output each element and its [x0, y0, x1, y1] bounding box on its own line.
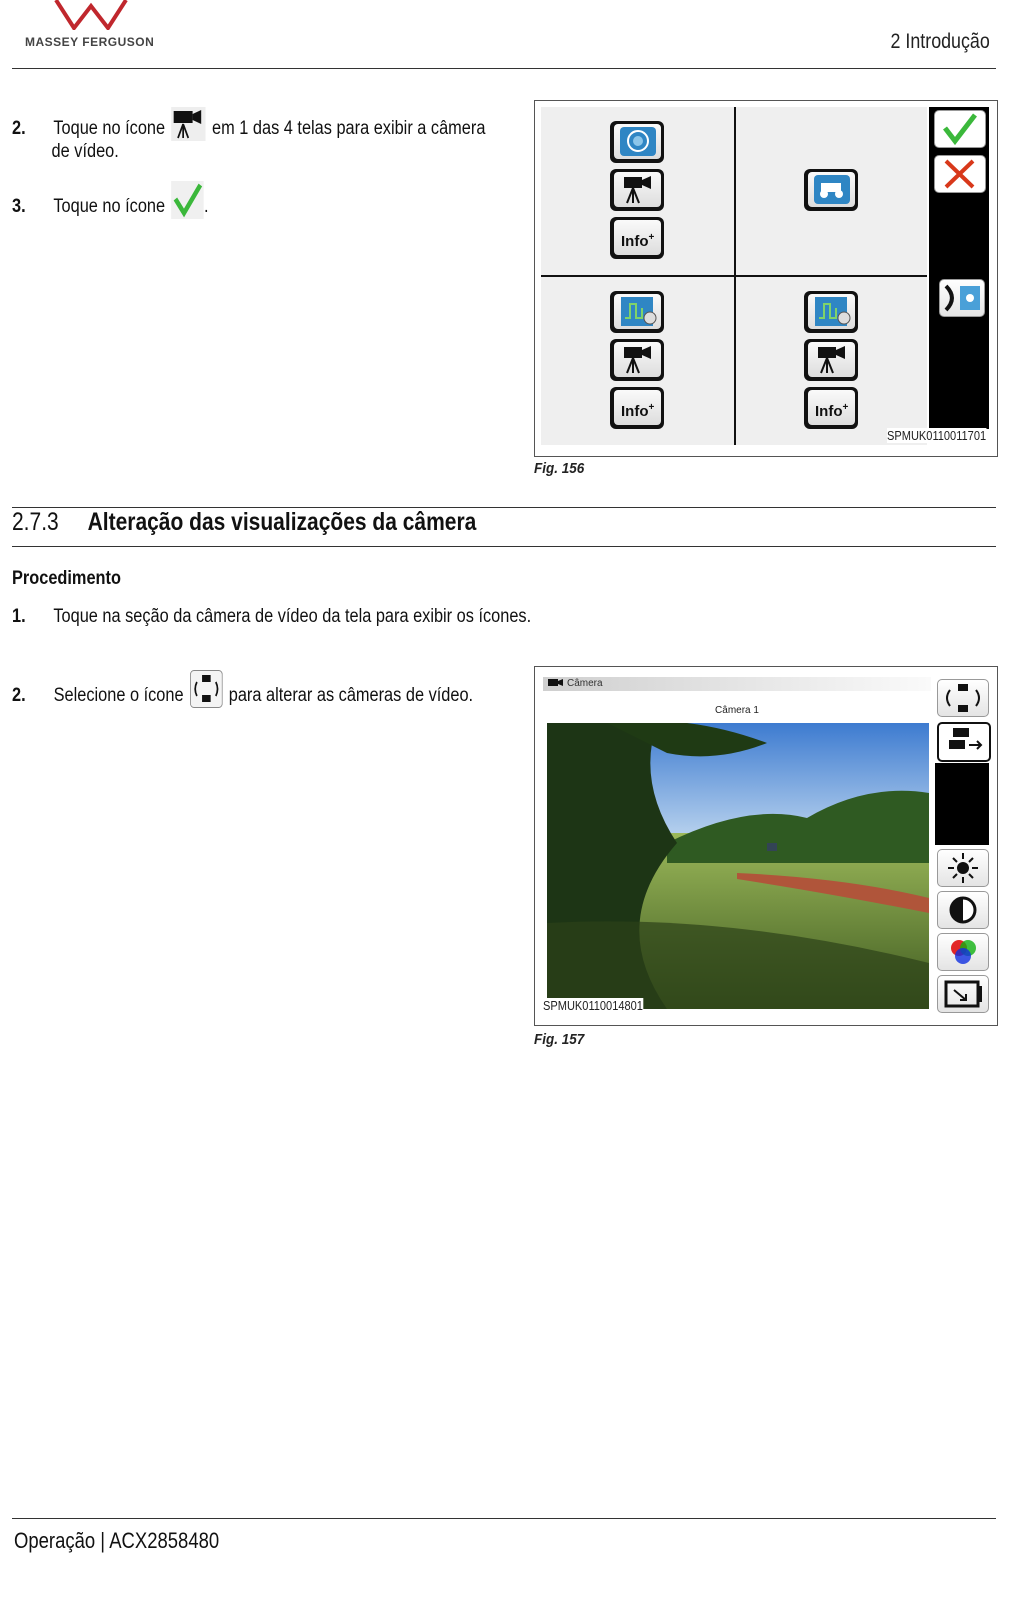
video-camera-icon: [808, 342, 855, 377]
window-title: Câmera: [567, 678, 603, 689]
confirm-button[interactable]: [934, 110, 986, 148]
figure-reference-code: SPMUK0110014801: [543, 998, 643, 1013]
performance-chart-icon: [808, 294, 855, 329]
footer-divider: [12, 1518, 996, 1519]
step-text: Toque no ícone: [53, 118, 166, 140]
step-item: [12, 195, 209, 219]
camera-titlebar: [543, 677, 931, 691]
step-text: Toque na seção da câmera de vídeo da tela para exibir os ícones.: [53, 606, 532, 627]
info-plus-button[interactable]: [610, 217, 664, 259]
info-sup: +: [648, 232, 655, 243]
tractor-icon: [808, 172, 855, 207]
figure-caption: Fig. 156: [534, 460, 585, 477]
day-night-mode-button[interactable]: [939, 279, 985, 317]
switch-camera-icon: [190, 670, 223, 708]
status-gauge-icon: [614, 124, 661, 159]
info-label: Info: [815, 403, 843, 420]
step-text-end: .: [204, 196, 209, 218]
video-camera-button[interactable]: [610, 339, 664, 381]
color-button[interactable]: [937, 933, 989, 971]
procedure-heading: Procedimento: [12, 568, 121, 589]
info-plus-button[interactable]: [610, 387, 664, 429]
header-divider: [12, 68, 996, 69]
camera-assign-button[interactable]: [937, 722, 991, 762]
video-camera-icon: [614, 342, 661, 377]
figure-caption: Fig. 157: [534, 1031, 585, 1048]
step-item: [12, 684, 473, 708]
step-text-cont: em 1 das 4 telas para exibir a câmera: [212, 118, 486, 140]
video-camera-icon: [547, 677, 565, 689]
massey-ferguson-logo-icon: [52, 0, 130, 30]
footer-text: Operação | ACX2858480: [14, 1528, 220, 1553]
switch-camera-button[interactable]: [937, 679, 989, 717]
camera-label: Câmera 1: [715, 705, 759, 716]
fullscreen-button[interactable]: [937, 975, 989, 1013]
empty-slot: [935, 763, 989, 845]
section-rule-bottom: [12, 546, 996, 547]
video-camera-icon: [614, 172, 661, 207]
step-number: 2.: [12, 118, 26, 140]
day-night-icon: [940, 280, 984, 316]
camera-feed: [547, 723, 929, 1009]
close-icon: [935, 156, 985, 192]
brightness-sun-icon: [938, 850, 988, 886]
info-sup: +: [648, 402, 655, 413]
performance-monitor-button[interactable]: [804, 291, 858, 333]
info-label: Info: [621, 403, 649, 420]
status-button[interactable]: [610, 121, 664, 163]
chapter-title: 2 Introdução: [890, 30, 990, 53]
info-sup: +: [842, 402, 849, 413]
step-number: 3.: [12, 196, 26, 218]
performance-chart-icon: [614, 294, 661, 329]
brightness-button[interactable]: [937, 849, 989, 887]
switch-camera-icon: [938, 680, 988, 716]
step-text-cont: para alterar as câmeras de vídeo.: [228, 685, 474, 707]
section-title: Alteração das visualizações da câmera: [87, 508, 477, 536]
checkmark-icon: [935, 111, 985, 147]
checkmark-icon: [171, 181, 204, 219]
brand-name: MASSEY FERGUSON: [25, 35, 155, 49]
performance-monitor-button[interactable]: [610, 291, 664, 333]
section-number: 2.7.3: [12, 508, 59, 536]
step-number: 1.: [12, 606, 26, 627]
video-camera-button[interactable]: [804, 339, 858, 381]
grid-divider-horizontal: [541, 275, 927, 277]
figure-156-image: [534, 100, 998, 457]
step-item: [12, 117, 485, 163]
figure-reference-code: SPMUK0110011701: [887, 428, 987, 443]
rgb-color-icon: [938, 934, 988, 970]
cancel-button[interactable]: [934, 155, 986, 193]
contrast-icon: [938, 892, 988, 928]
camera-assign-icon: [939, 724, 987, 758]
video-camera-button[interactable]: [610, 169, 664, 211]
section-heading: [12, 508, 476, 537]
info-label: Info: [621, 233, 649, 250]
info-plus-button[interactable]: [804, 387, 858, 429]
fullscreen-exit-icon: [938, 976, 988, 1012]
camera-image: [547, 723, 929, 1009]
step-item: [12, 606, 531, 628]
step-text: Selecione o ícone: [53, 685, 184, 707]
tractor-view-button[interactable]: [804, 169, 858, 211]
step-text: Toque no ícone: [53, 196, 166, 218]
figure-157-image: [534, 666, 998, 1026]
step-number: 2.: [12, 685, 26, 707]
step-text-line2: de vídeo.: [51, 141, 119, 162]
contrast-button[interactable]: [937, 891, 989, 929]
video-camera-icon: [171, 107, 205, 141]
